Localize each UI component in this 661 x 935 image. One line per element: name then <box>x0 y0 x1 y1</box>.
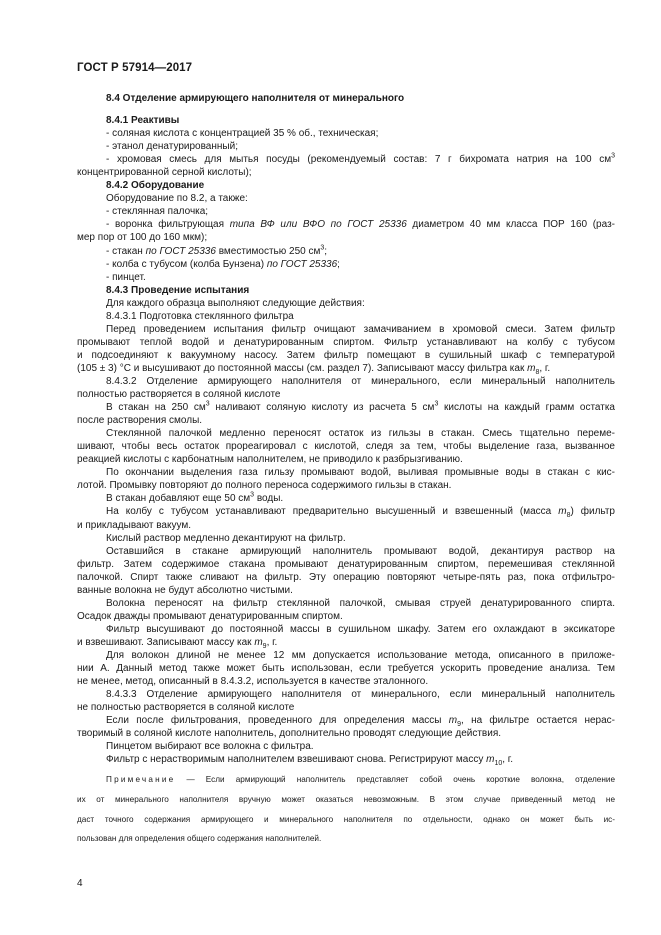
paragraph: Фильтр с нерастворимым наполнителем взвешивают снова. Регистрируют массу $m_{10}$, г. <box>106 754 514 768</box>
paragraph-line: нии А. Данный метод также может быть использован, если требуется ускорить проведение анализа. Тем <box>77 663 615 675</box>
document-header: ГОСТ Р 57914—2017 <box>77 62 193 74</box>
paragraph-line: На колбу с тубусом устанавливают предварительно высушенный и взвешенный (масса $m_8$) фильтр <box>106 506 615 520</box>
paragraph: Для каждого образца выполняют следующие действия: <box>106 297 365 309</box>
equipment-intro: Оборудование по 8.2, а также: <box>106 193 248 205</box>
note-line: даст точного содержания армирующего и минерального наполнителя по отдельности, однако он может быть ис- <box>77 814 615 824</box>
paragraph-line: Оставшийся в стакане армирующий наполнитель промывают водой, декантируя раствор на <box>106 545 615 557</box>
paragraph-line: и подсоединяют к вакуумному насосу. Затем фильтр помещают в сушильный шкаф с температурой <box>77 349 615 361</box>
paragraph: В стакан добавляют еще 50 $см^3$ воды. <box>106 492 284 505</box>
subsection-title-8-4-3-1: 8.4.3.1 Подготовка стеклянного фильтра <box>106 310 294 322</box>
paragraph-line: палочкой. Спирт также сливают на фильтр. Эту операцию повторяют четыре-пять раз, пока отфильтро- <box>77 571 615 583</box>
subsection-title-8-4-3-3-cont: не полностью растворяется в соляной кислоте <box>77 702 295 714</box>
paragraph-line: Перед проведением испытания фильтр очищают замачиванием в хромовой смеси. Затем фильтр <box>106 323 615 335</box>
reagent-item: - этанол денатурированный; <box>106 141 238 153</box>
equipment-item: - пинцет. <box>106 271 146 283</box>
paragraph-line: Осадок дважды промывают денатурированным спиртом. <box>77 610 343 622</box>
paragraph-line: ванные волокна не будут абсолютно чистыми. <box>77 584 293 596</box>
section-heading-8-4-1: 8.4.1 Реактивы <box>106 115 180 127</box>
paragraph-line: В стакан на 250 $см^3$ наливают соляную кислоту из расчета 5 $см^3$ кислоты на каждый грамм остатка <box>106 400 615 414</box>
paragraph-line: и прикладывают вакуум. <box>77 519 192 531</box>
page-number: 4 <box>77 878 83 889</box>
paragraph-line: реакцией кислоты с карбонатным наполнителем, не приводило к разбрызгиванию. <box>77 454 463 466</box>
equipment-item-continuation: мер пор от 100 до 160 мкм); <box>77 232 208 244</box>
paragraph-line: промывают теплой водой и денатурированным спиртом. Фильтр устанавливают на колбу с тубусом <box>77 336 615 348</box>
paragraph: Пинцетом выбирают все волокна с фильтра. <box>106 741 314 753</box>
paragraph-line: творимый в соляной кислоте наполнитель, дополнительно проводят следующие действия. <box>77 728 502 740</box>
paragraph-line: Стеклянной палочкой медленно переносят остаток из гильзы в стакан. Смесь тщательно переме- <box>106 428 615 440</box>
subsection-title-8-4-3-2-cont: полностью растворяется в соляной кислоте <box>77 389 281 401</box>
document-body <box>77 92 615 845</box>
reagent-item: - хромовая смесь для мытья посуды (рекомендуемый состав: 7 г бихромата натрия на 100 $см^3$ <box>106 152 615 166</box>
reagent-item: - соляная кислота с концентрацией 35 % об., техническая; <box>106 128 379 140</box>
subsection-title-8-4-3-3: 8.4.3.3 Отделение армирующего наполнителя от минерального, если минеральный наполнитель <box>106 689 615 701</box>
subsection-title-8-4-3-2: 8.4.3.2 Отделение армирующего наполнителя от минерального, если минеральный наполнитель <box>106 375 615 387</box>
paragraph-line: лотой. Промывку повторяют до полного переноса содержимого гильзы в стакан. <box>77 480 452 492</box>
equipment-item: - стакан по ГОСТ 25336 вместимостью 250 $см^3$; <box>106 244 328 257</box>
section-heading-8-4-2: 8.4.2 Оборудование <box>106 180 205 192</box>
paragraph-line: Волокна переносят на фильтр стеклянной палочкой, смывая струей денатурированного спирта. <box>106 597 615 609</box>
section-heading-8-4-3: 8.4.3 Проведение испытания <box>106 284 250 296</box>
note-line: Примечание — Если армирующий наполнитель представляет собой очень короткие волокна, отделение <box>106 775 615 785</box>
paragraph-line: после растворения смолы. <box>77 415 203 427</box>
note-line: их от минерального наполнителя вручную может оказаться невозможным. В этом случае приведенный метод не <box>77 794 615 804</box>
equipment-item: - колба с тубусом (колба Бунзена) по ГОСТ 25336; <box>106 258 340 270</box>
paragraph-line: Для волокон длиной не менее 12 мм допускается использование метода, описанного в приложе- <box>106 649 615 661</box>
paragraph-line: Фильтр высушивают до постоянной массы в сушильном шкафу. Затем его охлаждают в эксикаторе <box>106 623 615 635</box>
paragraph-line: шивают, чтобы весь остаток прореагировал с кислотой, следя за тем, чтобы выделение газа, вызванное <box>77 441 615 453</box>
paragraph-line: не менее, метод, описанный в 8.4.3.2, используется в качестве эталонного. <box>77 676 429 688</box>
section-heading-8-4: 8.4 Отделение армирующего наполнителя от минерального <box>106 93 405 104</box>
equipment-item: - стеклянная палочка; <box>106 206 209 218</box>
paragraph-line: (105 ± 3) °С и высушивают до постоянной массы (см. раздел 7). Записывают массу фильтра как $m_8$, г. <box>77 362 551 376</box>
note-label: Примечание <box>106 775 176 785</box>
paragraph-line: и взвешивают. Записывают массу как $m_9$, г. <box>77 636 278 650</box>
paragraph-line: Если после фильтрования, проведенного для определения массы $m_9$, на фильтре остается нерас- <box>106 715 615 729</box>
reagent-item-continuation: концентрированной серной кислоты); <box>77 167 252 179</box>
paragraph: Кислый раствор медленно декантируют на фильтр. <box>106 532 346 544</box>
equipment-item: - воронка фильтрующая типа ВФ или ВФО по ГОСТ 25336 диаметром 40 мм класса ПОР 160 (раз- <box>106 219 615 231</box>
note-line: пользован для определения общего содержания наполнителей. <box>77 834 322 844</box>
paragraph-line: По окончании выделения газа гильзу промывают водой, выливая промывные воды в стакан с кис- <box>106 467 615 479</box>
paragraph-line: фильтр. Затем содержимое стакана промывают денатурированным спиртом, перемешивая стеклянной <box>77 558 615 570</box>
